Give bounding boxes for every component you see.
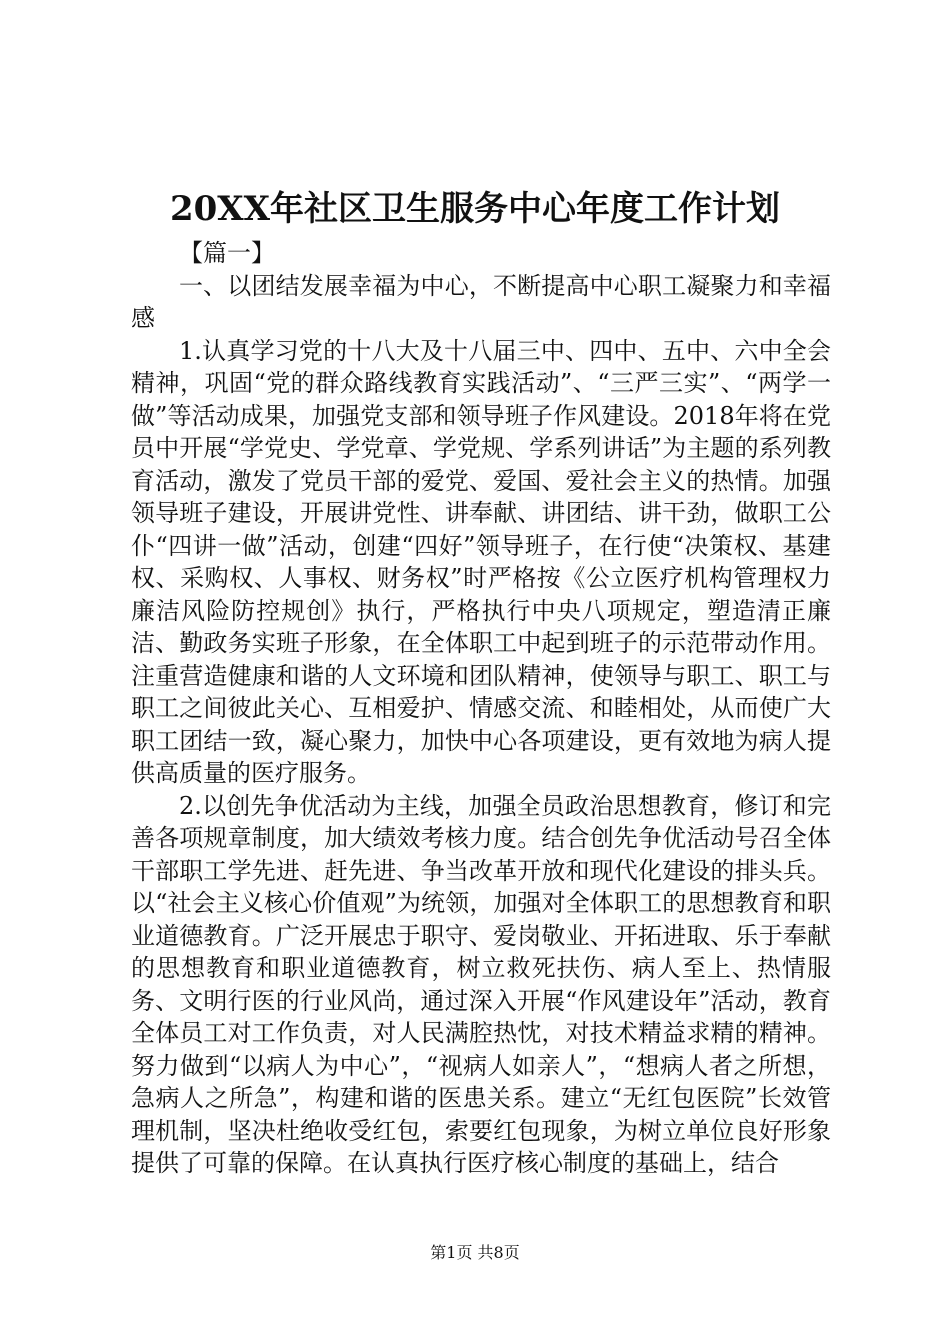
paragraph-item-2: 2.以创先争优活动为主线，加强全员政治思想教育，修订和完善各项规章制度，加大绩效考核力度。结合创先争优活动号召全体干部职工学先进、赶先进、争当改革开放和现代化建设的排头兵。以“社会主义核心价值观”为统领，加强对全体职工的思想教育和职业道德教育。广泛开展忠于职守、爱岗敬业、开拓进取、乐于奉献的思想教育和职业道德教育，树立救死扶伤、病人至上、热情服务、文明行医的行业风尚，通过深入开展“作风建设年”活动，教育全体员工对工作负责，对人民满腔热忱，对技术精益求精的精神。努力做到“以病人为中心”，“视病人如亲人”，“想病人者之所想，急病人之所急”，构建和谐的医患关系。建立“无红包医院”长效管理机制，坚决杜绝收受红包，索要红包现象，为树立单位良好形象提供了可靠的保障。在认真执行医疗核心制度的基础上，结合 <box>131 791 831 1177</box>
document-title: 20XX年社区卫生服务中心年度工作计划 <box>169 189 781 229</box>
section-label: 【篇一】 <box>179 239 275 267</box>
document-body <box>131 237 831 1180</box>
paragraph-item-1: 1.认真学习党的十八大及十八届三中、四中、五中、六中全会精神，巩固“党的群众路线教育实践活动”、“三严三实”、“两学一做”等活动成果，加强党支部和领导班子作风建设。2018年将在党员中开展“学党史、学党章、学党规、学系列讲话”为主题的系列教育活动，激发了党员干部的爱党、爱国、爱社会主义的热情。加强领导班子建设，开展讲党性、讲奉献、讲团结、讲干劲，做职工公仆“四讲一做”活动，创建“四好”领导班子，在行使“决策权、基建权、采购权、人事权、财务权”时严格按《公立医疗机构管理权力廉洁风险防控规创》执行，严格执行中央八项规定，塑造清正廉洁、勤政务实班子形象，在全体职工中起到班子的示范带动作用。注重营造健康和谐的人文环境和团队精神，使领导与职工、职工与职工之间彼此关心、互相爱护、情感交流、和睦相处，从而使广大职工团结一致，凝心聚力，加快中心各项建设，更有效地为病人提供高质量的医疗服务。 <box>131 336 831 787</box>
page-footer: 第1页 共8页 <box>430 1243 520 1262</box>
paragraph-heading: 一、以团结发展幸福为中心，不断提高中心职工凝聚力和幸福感 <box>131 271 831 332</box>
